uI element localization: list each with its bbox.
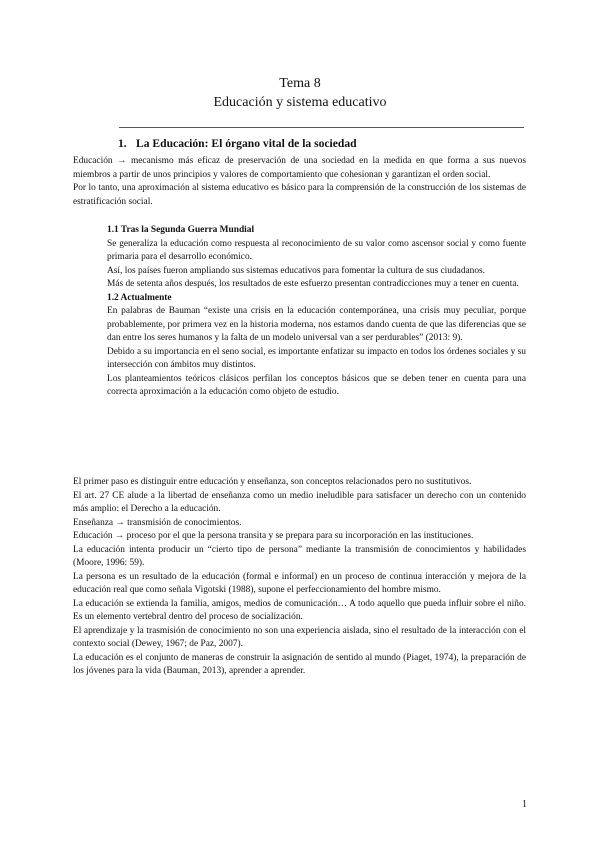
paragraph: El primer paso es distinguir entre educación y enseñanza, son conceptos relacionados pero no sustitutivos. (73, 477, 472, 487)
page-number: 1 (522, 799, 527, 810)
page-title: Educación y sistema educativo (213, 95, 387, 110)
paragraph: Debido a su importancia en el seno social, es importante enfatizar su impacto en todos los órdenes sociales y su intersección con ámbitos muy distintos. (107, 346, 526, 370)
intro-block (73, 155, 526, 209)
paragraph: Educación → proceso por el que la persona transita y se prepara para su incorporación en las instituciones. (73, 531, 474, 541)
paragraph: La educación se extienda la familia, amigos, medios de comunicación… A todo aquello que pueda influir sobre el niño. Es un elemento vertebral dentro del proceso de socialización. (73, 598, 526, 622)
paragraph: El art. 27 CE alude a la libertad de enseñanza como un medio ineludible para satisfacer un derecho con un contenido más amplio: el Derecho a la educación. (73, 490, 526, 514)
paragraph: En palabras de Bauman “existe una crisis en la educación contemporánea, una crisis muy peculiar, porque probablemente, por primera vez en la historia moderna, nos estamos dando cuenta de que las diferencias que se dan entre los seres humanos y la falta de un modelo universal van a ser perdurables” (2013: 9). (107, 306, 526, 343)
title-divider (119, 127, 524, 128)
paragraph: El aprendizaje y la trasmisión de conocimiento no son una experiencia aislada, sino el resultado de la interacción con el contexto social (Dewey, 1967; de Paz, 2007). (73, 625, 526, 649)
paragraph: La educación es el conjunto de maneras de construir la asignación de sentido al mundo (Piaget, 1974), la preparación de los jóvenes para la vida (Bauman, 2013), aprender a aprender. (73, 652, 526, 676)
subsection-1 (107, 224, 526, 400)
paragraph: Más de setenta años después, los resultados de este esfuerzo presentan contradicciones muy a tener en cuenta. (107, 279, 519, 289)
main-block (73, 476, 526, 679)
paragraph: La educación intenta producir un “cierto tipo de persona” mediante la transmisión de conocimientos y habilidades (Moore, 1996: 59). (73, 544, 526, 568)
subsection-heading: 1.2 Actualmente (107, 292, 172, 303)
topic-number: Tema 8 (279, 76, 321, 91)
paragraph: Así, los países fueron ampliando sus sistemas educativos para fomentar la cultura de sus ciudadanos. (107, 265, 486, 276)
paragraph: Los planteamientos teóricos clásicos perfilan los conceptos básicos que se deben tener en cuenta para una correcta aproximación a la educación como objeto de estudio. (107, 373, 526, 397)
section-heading (118, 137, 357, 150)
paragraph: La persona es un resultado de la educación (formal e informal) en un proceso de continua interacción y mejora de la educación real que como señala Vigotski (1988), supone el perfeccionamiento del hombre mismo. (73, 571, 526, 595)
paragraph: Se generaliza la educación como respuesta al reconocimiento de su valor como ascensor social y como fuente primaria para el desarrollo económico. (107, 238, 526, 262)
subsection-heading: 1.1 Tras la Segunda Guerra Mundial (107, 225, 255, 235)
paragraph: Educación → mecanismo más eficaz de preservación de una sociedad en la medida en que forma a sus nuevos miembros a partir de unos principios y valores de comportamiento que cohesionan y garantizan el orden social. (73, 156, 526, 180)
paragraph: Por lo tanto, una aproximación al sistema educativo es básico para la comprensión de la construcción de los sistemas de estratificación social. (73, 183, 526, 207)
section-number: 1. (118, 137, 127, 150)
paragraph: Enseñanza → transmisión de conocimientos. (73, 517, 242, 528)
section-title: La Educación: El órgano vital de la sociedad (136, 137, 357, 150)
